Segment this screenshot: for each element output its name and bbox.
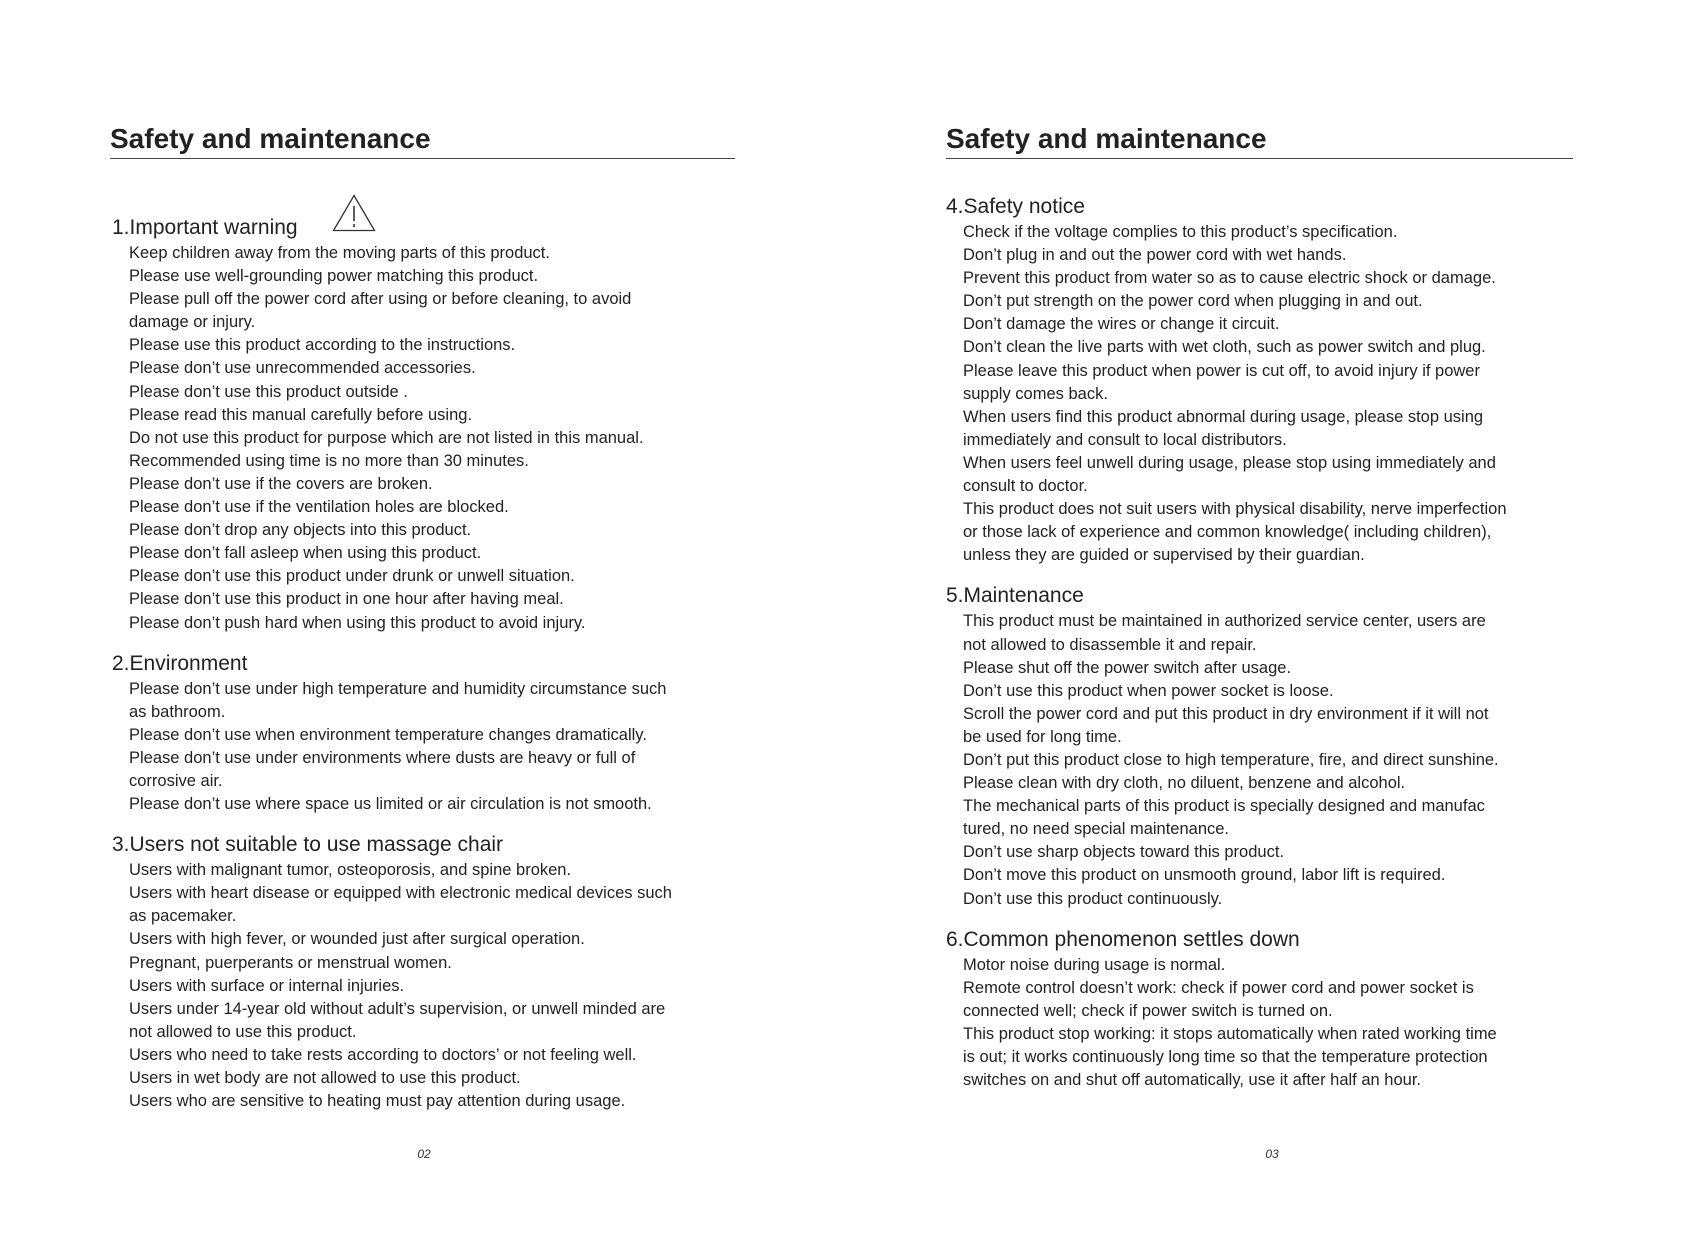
section-title-text: 5.Maintenance [946, 584, 1084, 608]
section-title-text: 1.Important warning [112, 216, 298, 239]
body-line: Don’t move this product on unsmooth ground, labor lift is required. [963, 866, 1446, 885]
body-line: Users with high fever, or wounded just after surgical operation. [129, 930, 585, 949]
body-line: Please don’t push hard when using this product to avoid injury. [129, 613, 586, 632]
body-line: Please pull off the power cord after using or before cleaning, to avoid [129, 290, 632, 309]
page-body [112, 194, 752, 1129]
body-line: tured, no need special maintenance. [963, 820, 1230, 839]
section-title-text: 3.Users not suitable to use massage chair [112, 833, 504, 857]
section-title [112, 832, 752, 858]
section [946, 583, 1586, 910]
body-line: Keep children away from the moving parts of this product. [129, 244, 550, 262]
body-line: Do not use this product for purpose which are not listed in this manual. [129, 428, 644, 447]
body-line: Please don’t use if the ventilation holes are blocked. [129, 498, 509, 517]
body-line: Don’t put this product close to high temperature, fire, and direct sunshine. [963, 750, 1499, 769]
body-line: Please don’t use this product in one hour after having meal. [129, 590, 564, 609]
body-line: Users with surface or internal injuries. [129, 976, 405, 995]
body-line: When users feel unwell during usage, please stop using immediately and [963, 453, 1496, 472]
body-line: Pregnant, puerperants or menstrual women. [129, 953, 452, 972]
section-title-text: 2.Environment [112, 651, 248, 675]
section [112, 832, 752, 1113]
body-line: This product must be maintained in authorized service center, users are [963, 612, 1486, 631]
body-line: Please don’t use under high temperature and humidity circumstance such [129, 679, 667, 698]
section-title [946, 583, 1586, 609]
body-line: Don’t use this product continuously. [963, 889, 1223, 908]
body-line: Users with malignant tumor, osteoporosis, and spine broken. [129, 861, 572, 880]
section [946, 927, 1586, 1093]
body-line: Users who need to take rests according to doctors’ or not feeling well. [129, 1045, 637, 1064]
page-number: 03 [1265, 1147, 1279, 1161]
body-line: Check if the voltage complies to this product’s specification. [963, 223, 1398, 241]
body-line: not allowed to disassemble it and repair. [963, 635, 1257, 654]
section [112, 651, 752, 817]
body-line: Please read this manual carefully before using. [129, 405, 473, 424]
body-line: Please don’t fall asleep when using this product. [129, 544, 482, 563]
right-page [842, 0, 1684, 1241]
body-line: Users in wet body are not allowed to use this product. [129, 1069, 521, 1087]
body-line: Don’t put strength on the power cord when plugging in and out. [963, 292, 1423, 311]
body-line: Users with heart disease or equipped with electronic medical devices such [129, 884, 672, 903]
body-line: Please don’t use when environment temperature changes dramatically. [129, 725, 647, 744]
body-line: Motor noise during usage is normal. [963, 955, 1226, 974]
section-title-text: 6.Common phenomenon settles down [946, 927, 1300, 951]
body-line: immediately and consult to local distributors. [963, 430, 1287, 449]
section-title [946, 194, 1586, 220]
body-line: is out; it works continuously long time so that the temperature protection [963, 1048, 1488, 1066]
body-line: Please don’t use if the covers are broken. [129, 474, 433, 493]
warning-triangle-icon [332, 194, 376, 239]
body-line: as bathroom. [129, 702, 226, 721]
body-line: as pacemaker. [129, 907, 237, 926]
body-line: unless they are guided or supervised by their guardian. [963, 546, 1365, 565]
body-line: Please use well-grounding power matching this product. [129, 267, 539, 286]
section-title [112, 194, 752, 241]
section-title [112, 651, 752, 677]
body-line: Please use this product according to the instructions. [129, 336, 516, 355]
body-line: be used for long time. [963, 727, 1122, 746]
section [112, 194, 752, 635]
body-line: Please don’t use unrecommended accessories. [129, 359, 476, 378]
body-line: corrosive air. [129, 771, 223, 790]
body-line: Please don’t use this product outside . [129, 382, 408, 401]
body-line: Please don’t use where space us limited or air circulation is not smooth. [129, 795, 652, 814]
body-line: When users find this product abnormal during usage, please stop using [963, 407, 1484, 426]
section-title-text: 4.Safety notice [946, 195, 1085, 218]
section [946, 194, 1586, 567]
body-line: Please leave this product when power is cut off, to avoid injury if power [963, 361, 1480, 380]
section-title [946, 927, 1586, 953]
body-line: not allowed to use this product. [129, 1022, 357, 1041]
body-line: Don’t use this product when power socket is loose. [963, 681, 1334, 700]
body-line: Please clean with dry cloth, no diluent, benzene and alcohol. [963, 774, 1406, 793]
body-line: consult to doctor. [963, 477, 1088, 496]
body-line: damage or injury. [129, 313, 256, 332]
body-line: connected well; check if power switch is turned on. [963, 1001, 1333, 1020]
body-line: Don’t plug in and out the power cord with wet hands. [963, 246, 1347, 265]
body-line: This product does not suit users with physical disability, nerve imperfection [963, 500, 1507, 519]
body-line: Recommended using time is no more than 30 minutes. [129, 451, 529, 470]
body-line: Don’t use sharp objects toward this product. [963, 843, 1285, 862]
body-line: or those lack of experience and common knowledge( including children), [963, 523, 1492, 542]
body-line: Prevent this product from water so as to cause electric shock or damage. [963, 269, 1496, 288]
body-line: The mechanical parts of this product is specially designed and manufac [963, 797, 1485, 816]
body-line: Remote control doesn’t work: check if power cord and power socket is [963, 978, 1474, 997]
page-number: 02 [417, 1147, 431, 1161]
body-line: Users under 14-year old without adult’s supervision, or unwell minded are [129, 999, 666, 1018]
body-line: Please don’t use this product under drunk or unwell situation. [129, 567, 575, 586]
body-line: Please don’t drop any objects into this product. [129, 521, 472, 540]
body-line: Don’t damage the wires or change it circuit. [963, 315, 1280, 334]
body-line: supply comes back. [963, 384, 1108, 403]
page-title: Safety and maintenance [110, 122, 735, 159]
body-line: Scroll the power cord and put this product in dry environment if it will not [963, 704, 1489, 723]
body-line: Don’t clean the live parts with wet cloth, such as power switch and plug. [963, 338, 1486, 357]
body-line: Users who are sensitive to heating must pay attention during usage. [129, 1092, 626, 1111]
body-line: Please shut off the power switch after usage. [963, 658, 1292, 677]
page-title: Safety and maintenance [946, 122, 1573, 159]
body-line: This product stop working: it stops automatically when rated working time [963, 1024, 1497, 1043]
body-line: Please don’t use under environments where dusts are heavy or full of [129, 748, 636, 767]
body-line: switches on and shut off automatically, use it after half an hour. [963, 1071, 1421, 1090]
page-body [946, 194, 1586, 1108]
